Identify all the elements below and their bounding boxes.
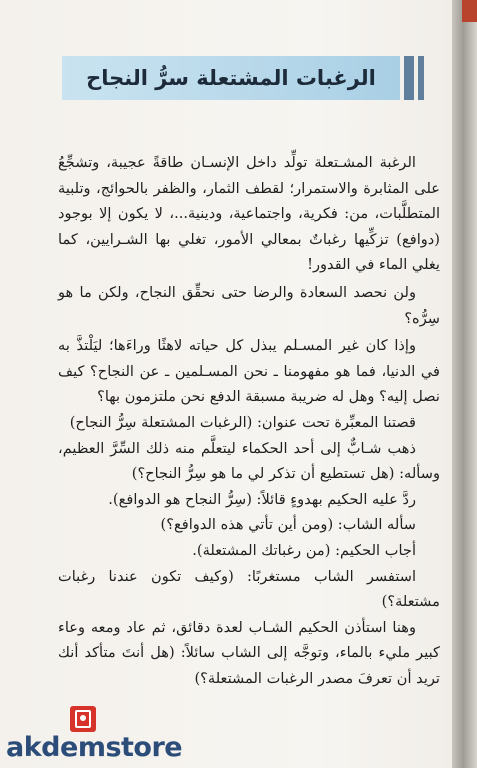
watermark-logo <box>6 706 196 766</box>
book-store-logo-icon <box>70 706 96 732</box>
paragraph-4: قصتنا المعبِّرة تحت عنوان: (الرغبات المشتعلة سِرُّ النجاح) <box>69 413 416 431</box>
chapter-title-banner <box>62 56 400 100</box>
watermark-brand-text: akdemstore <box>6 732 183 763</box>
title-accent-bar <box>404 56 414 100</box>
dialog-line-3: أجاب الحكيم: (من رغباتك المشتعلة). <box>192 541 416 559</box>
dialog-line-1: ردَّ عليه الحكيم بهدوءٍ قائلاً: (سِرُّ النجاح هو الدوافع). <box>108 490 416 508</box>
paragraph-2: ولن نحصد السعادة والرضا حتى نحقِّق النجاح، ولكن ما هو سِرُّه؟ <box>58 283 440 327</box>
spine-edge-mark <box>462 0 477 22</box>
title-accent-bar-thin <box>418 56 424 100</box>
paragraph-5: ذهب شـابٌّ إلى أحد الحكماء ليتعلَّم منه ذلك السِّرَّ العظيم، وسأله: (هل تستطيع أن تذكر لي ما هو سِرُّ النجاح؟) <box>58 439 440 483</box>
dialog-line-2: سأله الشاب: (ومن أين تأتي هذه الدوافع؟) <box>160 516 416 534</box>
paragraph-3: وإذا كان غير المسـلم يبذل كل حياته لاهثًا وراءَها؛ ليَلْتذَّ به في الدنيا، فما هو مفهومنا ـ نحن المسـلمين ـ عن النجاح؟ كيف نصل إليه؟ وهل له ضريبة مسبقة الدفع نحن ملتزمون بها؟ <box>58 337 440 406</box>
paragraph-7: وهنا استأذن الحكيم الشـاب لعدة دقائق، ثم عاد ومعه وعاء كبير مليء بالماء، وتوجَّه إلى الشاب سائلاً: (هل أنتَ متأكد أنك تريد أن تعرفَ مصدر الرغبات المشتعلة؟) <box>58 618 440 687</box>
chapter-title: الرغبات المشتعلة سرُّ النجاح <box>86 66 376 90</box>
chapter-body <box>58 150 440 691</box>
paragraph-1: الرغبة المشـتعلة تولِّد داخل الإنسـان طاقةً عجيبة، وتشجِّعُ على المثابرة والاستمرار؛ لقطف الثمار، والظفر بالحوائج، وتلبية المتطلَّبات، من: فكرية، واجتماعية، ودينية...، لا يكون إلا بوجود (دوافع) تزكِّيها رغباتٌ بمعالي الأمور، تغلي بها الشـرايين، كما يغلي الماء في القدور! <box>58 154 440 274</box>
paragraph-6: استفسر الشاب مستغربًا: (وكيف تكون عندنا رغبات مشتعلة؟) <box>58 567 440 611</box>
book-spine-shadow <box>452 0 477 768</box>
